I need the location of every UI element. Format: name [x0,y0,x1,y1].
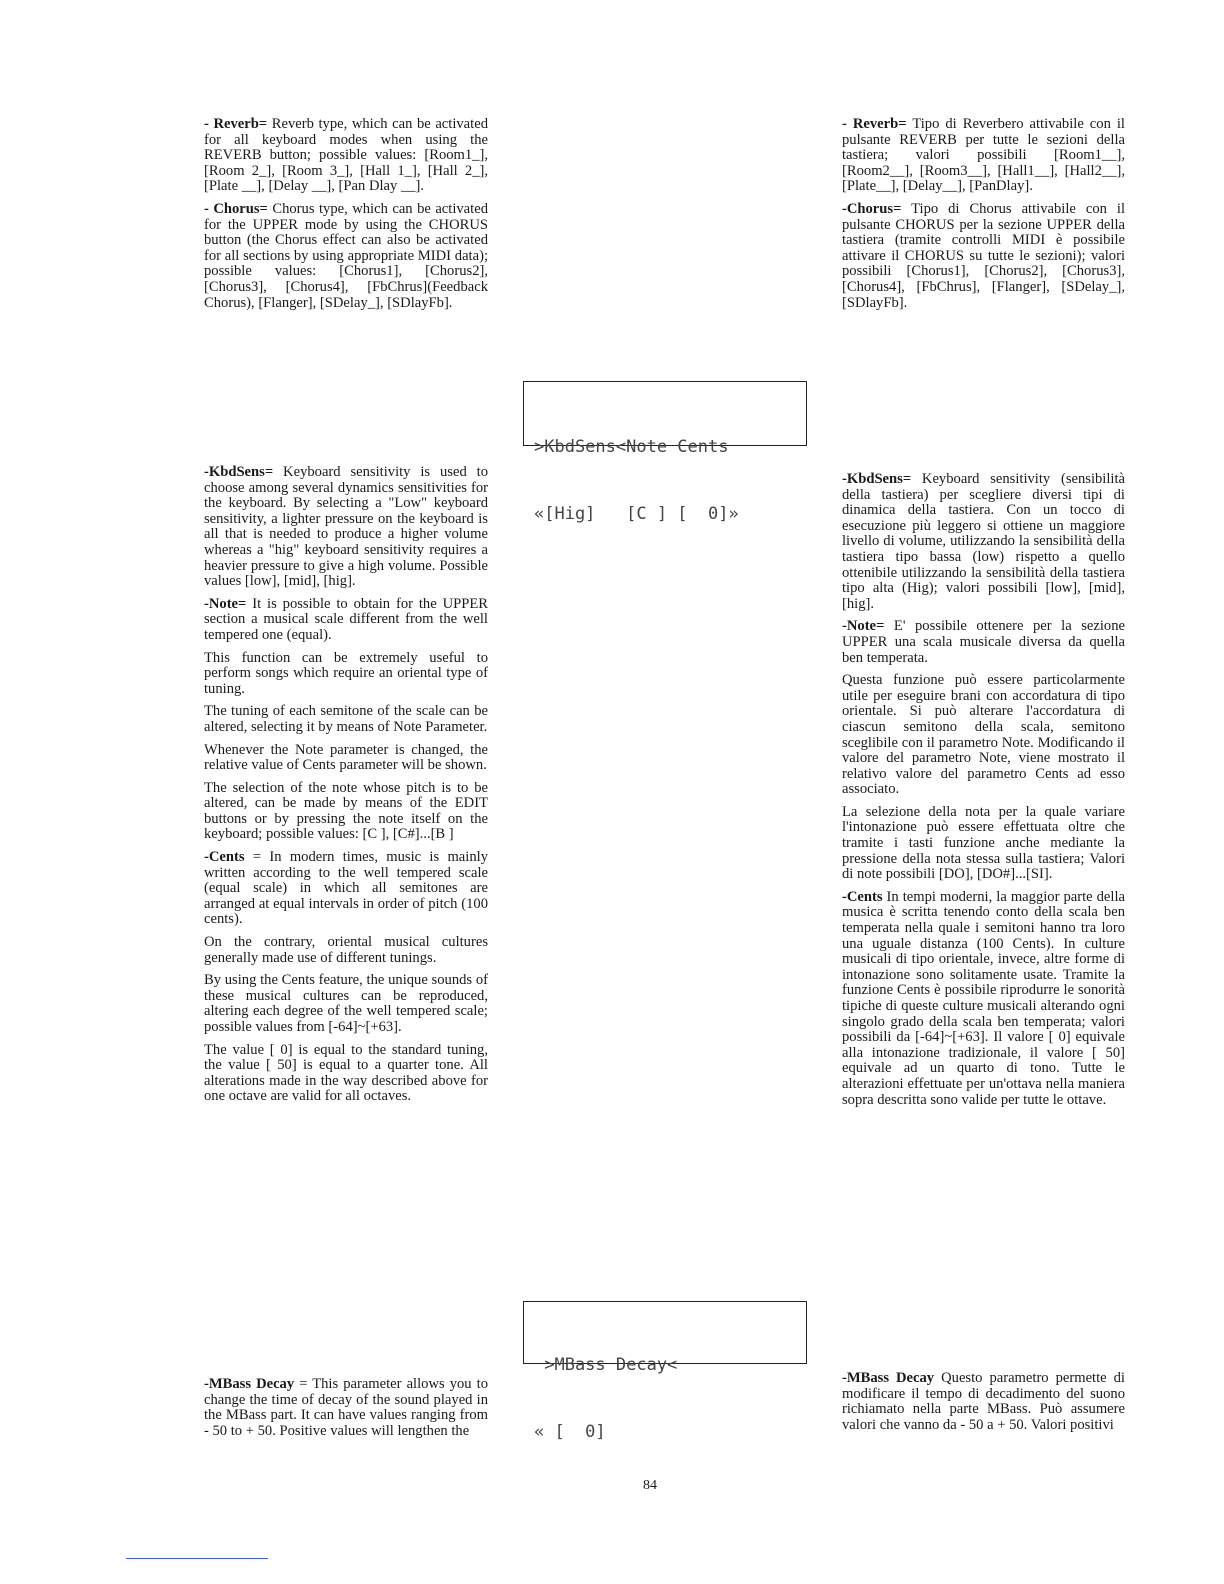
page-number: 84 [643,1478,657,1493]
lcd-display-kbdsens [523,381,807,524]
mbass-text-it: Questo parametro permette di modificare il tempo di decadimento del suono richiamato nella parte MBass. Può assumere valori che vanno da - 50 a + 50. Valori positivi [842,1370,1125,1433]
lcd-line-1: >KbdSens<Note Cents [534,437,729,457]
note-text-en: It is possible to obtain for the UPPER section a musical scale different from the well tempered one (equal). [204,595,488,643]
reverb-text-it: Tipo di Reverbero attivabile con il pulsante REVERB per tutte le sezioni della tastiera; valori possibili [Room1__], [Room2__], [Room3__], [Hall1__], [Hall2__], [Plate__], [Delay__], [PanDlay]. [842,116,1125,195]
cents-paragraph-en [204,850,488,928]
whenever-paragraph-en: Whenever the Note parameter is changed, the relative value of Cents parameter will be shown. [204,741,488,774]
questa-paragraph-it: Questa funzione può essere particolarmente utile per eseguire brani con accordatura di tipo orientale. Si può alterare l'accordatura di ciascun semitono della scala, semitono sceglibile con il parametro Note. Modificando il valore del parametro Note, viene mostrato il relativo valore del parametro Cents ad esso associato. [842,672,1125,798]
kbdsens-paragraph-it [842,472,1125,612]
italian-column-bottom [842,1371,1125,1440]
kbdsens-paragraph-en [204,465,488,590]
mbass-paragraph-en [204,1377,488,1439]
chorus-term-en: - Chorus= [204,200,268,217]
cents-text-it: In tempi moderni, la maggior parte della musica è scritta tenendo conto della scala ben temperata nella quale i semitoni hanno tra loro una uguale distanza (100 Cents). In culture musicali di tipo orientale, invece, altre forme di intonazione sono solitamente usate. Tramite la funzione Cents è possibile riprodurre le sonorità tipiche di queste culture musicali alterando ogni singolo grado della scala ben temperata; valori possibili da [-64]~[+63]. Il valore [ 0] equivale alla intonazione tradizionale, il valore [ 50] equivale ad un quarto di tono. Tutte le alterazioni effettuate per un'ottava nella maniera sopra descritta sono valide per tutte le ottave. [842,888,1125,1108]
english-column-middle [204,465,488,1112]
italian-column-top [842,117,1125,318]
cents-term-it: -Cents [842,888,883,905]
kbdsens-term-en: -KbdSens= [204,464,274,480]
kbdsens-text-en: Keyboard sensitivity is used to choose among several dynamics sensitivities for the keyboard. By selecting a "Low" keyboard sensitivity, a lighter pressure on the keyboard is all that is needed to produce a higher volume whereas a "hig" keyboard sensitivity requires a heavier pressure to give a high volume. Possible values [low], [mid], [hig]. [204,464,488,590]
note-text-it: E' possibile ottenere per la sezione UPPER una scala musicale diversa da quella ben temperata. [842,618,1125,666]
kbdsens-text-it: Keyboard sensitivity (sensibilità della tastiera) per scegliere diversi tipi di dinamica della tastiera. Con un tocco di esecuzione più leggero si ottiene un maggiore livello di volume, utilizzando la sensibilità della tastiera tipo bassa (low) rispetto a quello ottenibile utilizzando la sensibilità della tastiera tipo alta (Hig); valori possibili [low], [mid], [hig]. [842,471,1125,612]
lcd-line-2: «[Hig] [C ] [ 0]» [534,504,739,524]
note-term-it: -Note= [842,618,885,635]
chorus-text-it: Tipo di Chorus attivabile con il pulsante CHORUS per la sezione UPPER della tastiera (tramite controlli MIDI è possibile attivare il CHORUS su tutte le sezioni); valori possibili [Chorus1], [Chorus2], [Chorus3], [Chorus4], [FbChrus], [Flanger], [SDelay_], [SDlayFb]. [842,200,1125,311]
chorus-term-it: -Chorus= [842,200,902,217]
note-paragraph-en [204,597,488,644]
reverb-text-en: Reverb type, which can be activated for all keyboard modes when using the REVERB button; possible values: [Room1_], [Room 2_], [Room 3_], [Hall 1_], [Hall 2_], [Plate __], [Delay __], [Pan Dlay __]. [204,116,488,195]
lcd-display-mbass-decay [523,1301,807,1442]
cents-paragraph-it [842,890,1125,1108]
tuning-paragraph-en: The tuning of each semitone of the scale can be altered, selecting it by means of Note Parameter. [204,703,488,735]
selezione-paragraph-it: La selezione della nota per la quale variare l'intonazione può essere effettuata oltre che tramite i tasti funzione anche mediante la pressione della nota stessa sulla tastiera; Valori di note possibili [DO], [DO#]...[SI]. [842,803,1125,883]
mbass-text-en: = This parameter allows you to change the time of decay of the sound played in the MBass part. It can have values ranging from - 50 to + 50. Positive values will lengthen the [204,1376,488,1439]
cents-term-en: -Cents [204,849,245,866]
reverb-term-en: - Reverb= [204,116,268,132]
lcd-line-2: « [ 0] [534,1422,606,1442]
selection-paragraph-en: The selection of the note whose pitch is to be altered, can be made by means of the EDIT buttons or by pressing the note itself on the keyboard; possible values: [C ], [C#]...[B ] [204,779,488,843]
byusing-paragraph-en: By using the Cents feature, the unique sounds of these musical cultures can be reproduced, altering each degree of the well tempered scale; possible values from [-64]~[+63]. [204,972,488,1035]
mbass-paragraph-it [842,1371,1125,1433]
reverb-paragraph-it [842,117,1125,195]
reverb-paragraph-en [204,117,488,195]
contrary-paragraph-en: On the contrary, oriental musical cultures generally made use of different tunings. [204,934,488,966]
note-term-en: -Note= [204,595,247,612]
reverb-term-it: - Reverb= [842,116,907,132]
cents-text-en: = In modern times, music is mainly written according to the well tempered scale (equal scale) in which all semitones are arranged at equal intervals in order of pitch (100 cents). [204,849,488,928]
note-paragraph-it [842,619,1125,666]
english-column-bottom [204,1377,488,1446]
italian-column-middle [842,472,1125,1115]
mbass-term-it: -MBass Decay [842,1370,935,1386]
value-paragraph-en: The value [ 0] is equal to the standard tuning, the value [ 50] is equal to a quarter tone. All alterations made in the way described above for one octave are valid for all octaves. [204,1041,488,1105]
footnote-divider [126,1558,268,1559]
chorus-paragraph-it [842,202,1125,311]
chorus-paragraph-en [204,202,488,311]
useful-paragraph-en: This function can be extremely useful to perform songs which require an oriental type of tuning. [204,649,488,697]
lcd-line-1: >MBass Decay< [534,1355,678,1375]
chorus-text-en: Chorus type, which can be activated for the UPPER mode by using the CHORUS button (the Chorus effect can also be activated for all sections by using appropriate MIDI data); possible values: [Chorus1], [Chorus2], [Chorus3], [Chorus4], [FbChrus](Feedback Chorus), [Flanger], [SDelay_], [SDlayFb]. [204,200,488,311]
english-column-top [204,117,488,318]
mbass-term-en: -MBass Decay [204,1376,295,1392]
kbdsens-term-it: -KbdSens= [842,471,912,487]
